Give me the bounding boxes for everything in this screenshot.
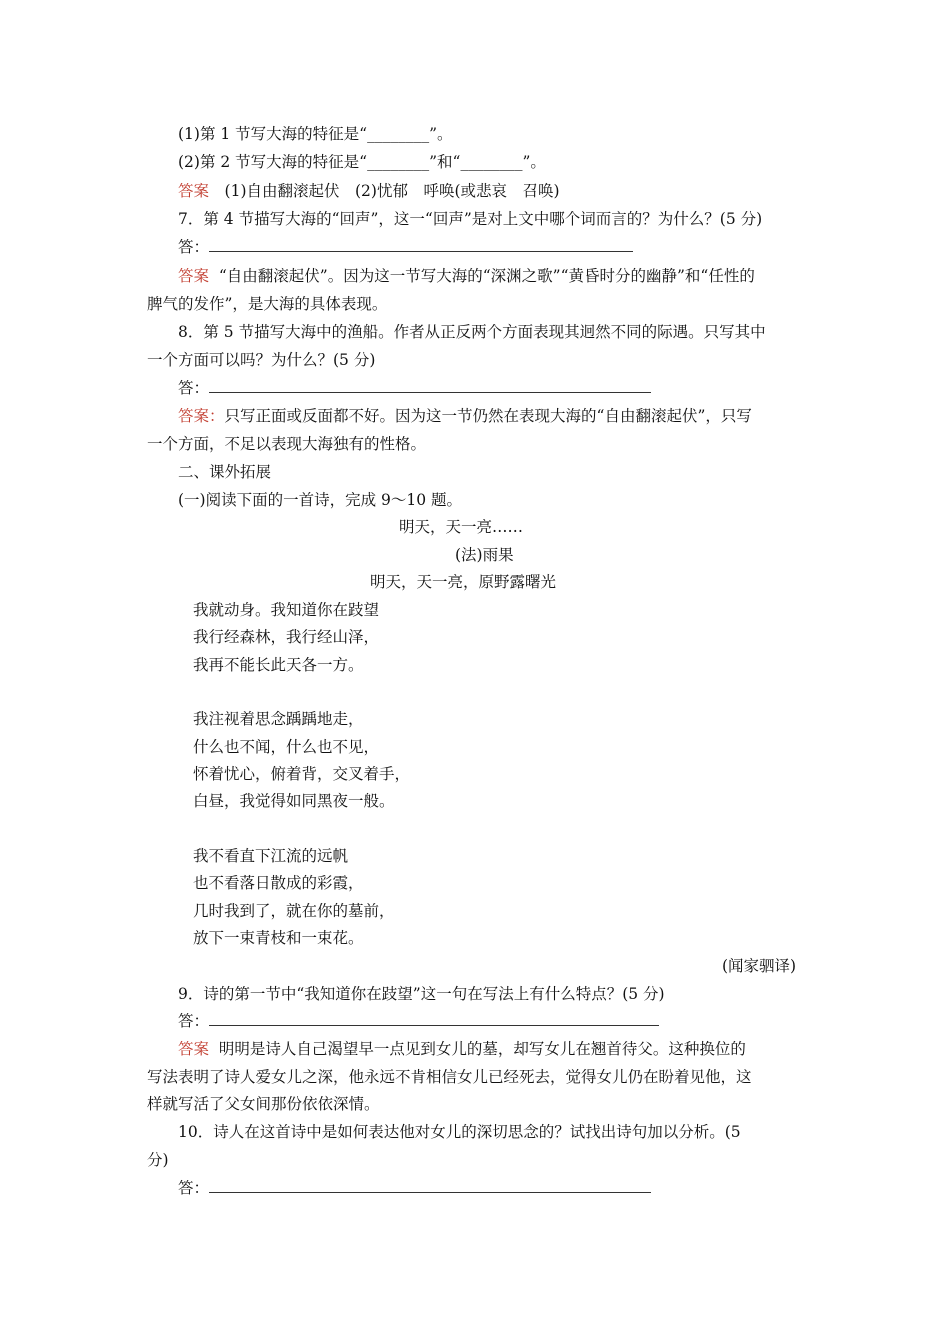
answer-text: “自由翻滚起伏”。因为这一节写大海的“深渊之歌”“黄昏时分的幽静”和“任性的: [218, 267, 755, 285]
answer-text: 明明是诗人自己渴望早一点见到女儿的墓，却写女儿在翘首待父。这种换位的: [218, 1040, 746, 1058]
answer-7-line1: [178, 266, 755, 286]
question-9: 9．诗的第一节中“我知道你在跂望”这一句在写法上有什么特点？(5 分): [178, 985, 665, 1003]
poem-line: 我就动身。我知道你在跂望: [193, 601, 380, 619]
answer-line-8: [178, 378, 651, 398]
question-8-line2: 一个方面可以吗？为什么？(5 分): [147, 351, 376, 369]
answer-label: 答案: [178, 182, 210, 200]
poem-line: 我再不能长此天各一方。: [193, 656, 364, 674]
question-10-line1: 10．诗人在这首诗中是如何表达他对女儿的深切思念的？试找出诗句加以分析。(5: [178, 1123, 741, 1141]
poem-line: 我行经森林，我行经山泽，: [193, 628, 380, 646]
translator-credit: (闻家驷译): [722, 957, 797, 975]
question-6-sub2: (2)第 2 节写大海的特征是“________”和“________”。: [178, 153, 546, 171]
answer-9-line3: 样就写活了父女间那份依依深情。: [147, 1095, 380, 1113]
answer-blank-9[interactable]: [209, 1011, 659, 1026]
answer-blank-7[interactable]: [209, 237, 633, 252]
answer-prefix: 答：: [178, 1012, 210, 1030]
poem-line: 几时我到了，就在你的墓前，: [193, 902, 395, 920]
section-heading: 二、课外拓展: [178, 463, 272, 481]
poem-line: 白昼，我觉得如同黑夜一般。: [193, 792, 395, 810]
answer-9-line1: [178, 1039, 746, 1059]
answer-line-9: [178, 1011, 659, 1031]
answer-blank-10[interactable]: [209, 1178, 651, 1193]
question-10-line2: 分): [147, 1151, 169, 1169]
answer-7-line2: 脾气的发作”，是大海的具体表现。: [147, 295, 388, 313]
answer-8-line2: 一个方面，不足以表现大海独有的性格。: [147, 435, 427, 453]
answer-prefix: 答：: [178, 1179, 210, 1197]
answer-blank-8[interactable]: [209, 378, 651, 393]
poem-line: 我注视着思念踽踽地走，: [193, 710, 364, 728]
poem-first-line: 明天，天一亮，原野露曙光: [370, 573, 557, 591]
poem-line: 也不看落日散成的彩霞，: [193, 874, 364, 892]
answer-text: 只写正面或反面都不好。因为这一节仍然在表现大海的“自由翻滚起伏”，只写: [224, 407, 752, 425]
answer-prefix: 答：: [178, 379, 210, 397]
answer-prefix: 答：: [178, 238, 210, 256]
answer-line-10: [178, 1178, 651, 1198]
poem-title: 明天，天一亮……: [399, 518, 524, 536]
answer-label: 答案：: [178, 407, 225, 425]
question-6-sub1: (1)第 1 节写大海的特征是“________”。: [178, 125, 453, 143]
answer-text: (1)自由翻滚起伏 (2)忧郁 呼唤(或悲哀 召唤): [224, 182, 560, 200]
poem-line: 我不看直下江流的远帆: [193, 847, 349, 865]
answer-label: 答案: [178, 1040, 210, 1058]
reading-intro: (一)阅读下面的一首诗，完成 9～10 题。: [178, 491, 463, 509]
poem-line: 怀着忧心，俯着背，交叉着手，: [193, 765, 411, 783]
answer-8-line1: [178, 406, 752, 426]
answer-6: [178, 181, 560, 201]
answer-line-7: [178, 237, 633, 257]
answer-9-line2: 写法表明了诗人爱女儿之深，他永远不肯相信女儿已经死去，觉得女儿仍在盼着见他，这: [147, 1068, 752, 1086]
answer-label: 答案: [178, 267, 210, 285]
poem-line: 什么也不闻，什么也不见，: [193, 738, 380, 756]
question-7: 7．第 4 节描写大海的“回声”，这一“回声”是对上文中哪个词而言的？为什么？(5 分): [178, 210, 763, 228]
poem-line: 放下一束青枝和一束花。: [193, 929, 364, 947]
poem-author: (法)雨果: [455, 546, 514, 564]
question-8-line1: 8．第 5 节描写大海中的渔船。作者从正反两个方面表现其迥然不同的际遇。只写其中: [178, 323, 766, 341]
